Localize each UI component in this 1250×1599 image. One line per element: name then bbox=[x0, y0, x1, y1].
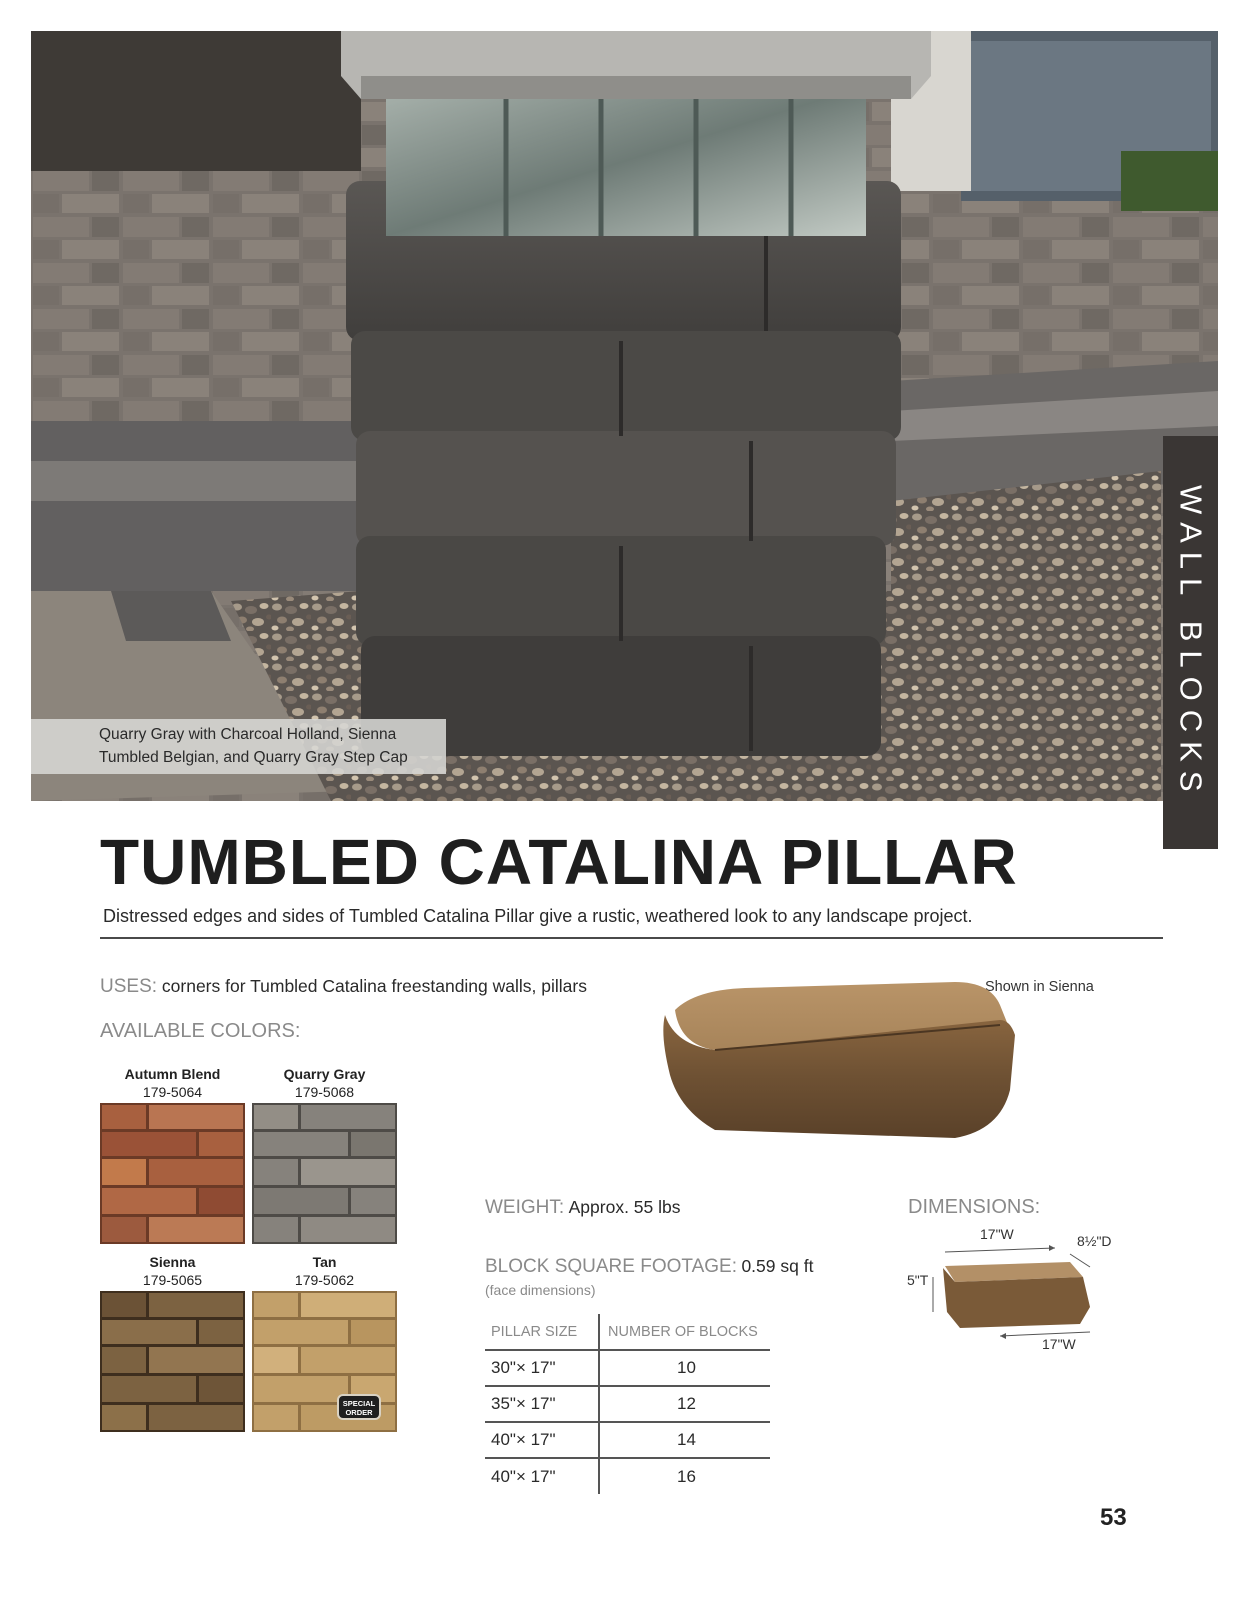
sienna-block-illustration bbox=[655, 980, 1035, 1160]
product-block-image bbox=[655, 980, 1035, 1165]
block-count-cell: 10 bbox=[599, 1350, 770, 1386]
side-tab-label: WALL BLOCKS bbox=[1173, 484, 1209, 801]
dimension-depth: 8½"D bbox=[1077, 1233, 1112, 1249]
swatch-code: 179-5068 bbox=[294, 1084, 355, 1100]
weight-label: WEIGHT: bbox=[485, 1197, 565, 1218]
pillar-size-cell: 35"× 17" bbox=[485, 1386, 599, 1422]
swatch-name: Autumn Blend bbox=[124, 1066, 221, 1082]
table-row bbox=[485, 1422, 770, 1458]
uses-line bbox=[100, 976, 587, 998]
dimensions-diagram bbox=[905, 1226, 1125, 1352]
table-row bbox=[485, 1386, 770, 1422]
swatch-image bbox=[100, 1291, 245, 1432]
table-row bbox=[485, 1458, 770, 1494]
divider-rule bbox=[100, 937, 1163, 939]
table-row bbox=[485, 1350, 770, 1386]
brick-texture bbox=[100, 1103, 245, 1244]
photo-caption bbox=[31, 719, 446, 774]
caption-line-2: Tumbled Belgian, and Quarry Gray Step Cap bbox=[99, 749, 408, 766]
pillar-stack bbox=[346, 181, 901, 756]
footage-label: BLOCK SQUARE FOOTAGE: bbox=[485, 1256, 737, 1277]
page-number: 53 bbox=[1100, 1504, 1127, 1531]
available-colors-heading: AVAILABLE COLORS: bbox=[100, 1020, 301, 1042]
special-order-badge: SPECIAL ORDER bbox=[337, 1394, 381, 1420]
swatch-image bbox=[252, 1291, 397, 1432]
pillar-size-cell: 40"× 17" bbox=[485, 1458, 599, 1494]
swatch-image bbox=[100, 1103, 245, 1244]
column-header-pillar-size: PILLAR SIZE bbox=[485, 1314, 599, 1350]
dimension-width-bottom: 17"W bbox=[1042, 1336, 1076, 1352]
weight-value: Approx. 55 lbs bbox=[568, 1197, 681, 1217]
swatch-code: 179-5062 bbox=[294, 1272, 355, 1288]
shown-in-label: Shown in Sienna bbox=[985, 979, 1094, 995]
product-description: Distressed edges and sides of Tumbled Catalina Pillar give a rustic, weathered look to any landscape project. bbox=[103, 906, 973, 926]
page-title: TUMBLED CATALINA PILLAR bbox=[100, 826, 1018, 898]
swatch-image bbox=[252, 1103, 397, 1244]
glass-block-course bbox=[386, 86, 866, 236]
dimensions-heading: DIMENSIONS: bbox=[908, 1196, 1041, 1218]
caption-line-1: Quarry Gray with Charcoal Holland, Sienna bbox=[99, 726, 397, 743]
swatch-code: 179-5064 bbox=[142, 1084, 203, 1100]
swatch-name: Sienna bbox=[149, 1254, 196, 1270]
block-count-cell: 12 bbox=[599, 1386, 770, 1422]
column-header-number-of-blocks: NUMBER OF BLOCKS bbox=[599, 1314, 770, 1350]
swatch-name: Tan bbox=[312, 1254, 337, 1270]
uses-value: corners for Tumbled Catalina freestanding walls, pillars bbox=[161, 976, 587, 996]
pillar-size-table bbox=[485, 1314, 770, 1494]
color-swatch-tan bbox=[252, 1254, 397, 1432]
swatch-name: Quarry Gray bbox=[283, 1066, 366, 1082]
dimension-thickness: 5"T bbox=[907, 1272, 929, 1288]
section-side-tab bbox=[1163, 436, 1218, 849]
uses-label: USES: bbox=[100, 976, 158, 997]
color-swatch-quarry-gray bbox=[252, 1066, 397, 1244]
color-swatch-autumn-blend bbox=[100, 1066, 245, 1244]
table-header-row bbox=[485, 1314, 770, 1350]
brick-texture bbox=[252, 1103, 397, 1244]
hero-photo bbox=[31, 31, 1218, 801]
block-count-cell: 16 bbox=[677, 1466, 696, 1486]
brick-texture bbox=[100, 1291, 245, 1432]
block-count-cell: 14 bbox=[599, 1422, 770, 1458]
pillar-size-cell: 30"× 17" bbox=[485, 1350, 599, 1386]
footage-spec bbox=[485, 1256, 813, 1278]
pillar-photo-illustration bbox=[31, 31, 1218, 801]
pillar-size-cell: 40"× 17" bbox=[485, 1422, 599, 1458]
color-swatch-sienna bbox=[100, 1254, 245, 1432]
dimension-width-top: 17"W bbox=[980, 1226, 1014, 1242]
swatch-code: 179-5065 bbox=[142, 1272, 203, 1288]
footage-value: 0.59 sq ft bbox=[741, 1256, 814, 1276]
footage-note: (face dimensions) bbox=[485, 1282, 596, 1298]
weight-spec bbox=[485, 1197, 681, 1219]
